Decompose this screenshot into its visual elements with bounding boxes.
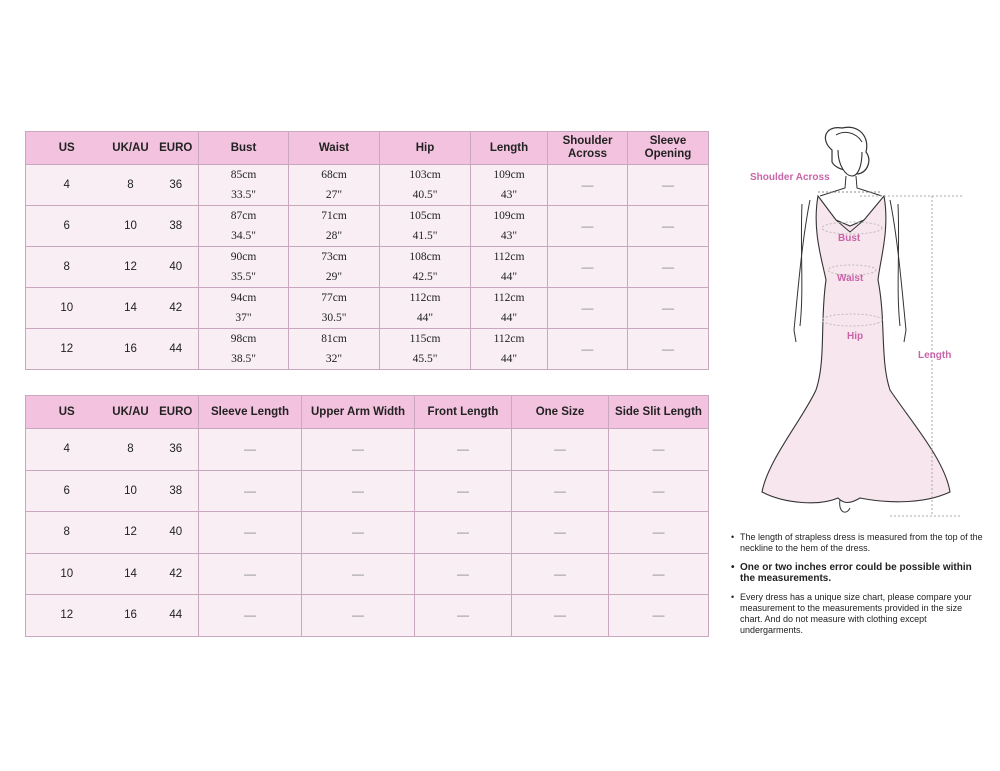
cell-front-length: —	[415, 429, 512, 471]
table-header-row	[26, 396, 709, 429]
cell-length	[471, 206, 548, 247]
cell-sleeve-opening: —	[628, 247, 709, 288]
cell-waist	[289, 247, 380, 288]
table-row	[26, 329, 709, 370]
col-header-us: US	[26, 132, 108, 165]
hip-cm: 103cm	[409, 169, 441, 181]
cell-shoulder-across: —	[548, 165, 628, 206]
label-length: Length	[918, 350, 952, 361]
cell-bust	[199, 247, 289, 288]
table-row	[26, 512, 709, 554]
note-unique-chart: • Every dress has a unique size chart, please compare your measurement to the measurements provided in the size chart. And do not measure with clothing except undergarments.	[740, 592, 985, 636]
hip-inch: 40.5"	[412, 189, 438, 201]
label-hip: Hip	[847, 331, 864, 342]
col-header-ukau: UK/AU	[108, 396, 154, 429]
cell-euro: 42	[154, 553, 199, 595]
bust-inch: 38.5"	[231, 353, 256, 365]
length-inch: 44"	[500, 353, 518, 365]
cell-sleeve-length: —	[199, 470, 302, 512]
cell-ukau: 10	[108, 206, 154, 247]
cell-us: 10	[26, 553, 108, 595]
cell-side-slit-length: —	[609, 595, 709, 637]
cell-euro: 42	[154, 288, 199, 329]
cell-euro: 44	[154, 595, 199, 637]
cell-us: 12	[26, 595, 108, 637]
cell-shoulder-across: —	[548, 247, 628, 288]
table-row	[26, 470, 709, 512]
table-row	[26, 429, 709, 471]
cell-front-length: —	[415, 470, 512, 512]
cell-waist	[289, 206, 380, 247]
cell-one-size: —	[512, 470, 609, 512]
waist-inch: 28"	[325, 230, 343, 242]
col-header-one-size: One Size	[512, 396, 609, 429]
hip-cm: 115cm	[409, 333, 441, 345]
col-header-upper-arm-width: Upper Arm Width	[302, 396, 415, 429]
cell-hip	[380, 329, 471, 370]
table-row	[26, 206, 709, 247]
cell-hip	[380, 247, 471, 288]
table-row	[26, 288, 709, 329]
cell-sleeve-length: —	[199, 429, 302, 471]
cell-length	[471, 247, 548, 288]
cell-us: 8	[26, 247, 108, 288]
col-header-euro: EURO	[154, 132, 199, 165]
length-cm: 109cm	[493, 169, 525, 181]
cell-hip	[380, 206, 471, 247]
col-header-bust: Bust	[199, 132, 289, 165]
size-chart-table-secondary	[25, 395, 709, 637]
cell-length	[471, 165, 548, 206]
cell-ukau: 14	[108, 553, 154, 595]
bust-cm: 85cm	[230, 169, 257, 181]
bust-inch: 35.5"	[231, 271, 256, 283]
waist-cm: 71cm	[321, 210, 347, 222]
cell-upper-arm-width: —	[302, 553, 415, 595]
measurement-notes	[730, 532, 985, 644]
cell-side-slit-length: —	[609, 553, 709, 595]
length-inch: 43"	[500, 230, 518, 242]
cell-us: 6	[26, 206, 108, 247]
cell-euro: 36	[154, 165, 199, 206]
col-header-side-slit-length: Side Slit Length	[609, 396, 709, 429]
cell-sleeve-length: —	[199, 512, 302, 554]
cell-us: 10	[26, 288, 108, 329]
col-header-shoulder-across: Shoulder Across	[548, 132, 628, 165]
bust-cm: 90cm	[230, 251, 257, 263]
cell-upper-arm-width: —	[302, 470, 415, 512]
cell-shoulder-across: —	[548, 288, 628, 329]
bust-cm: 98cm	[230, 333, 257, 345]
cell-ukau: 16	[108, 595, 154, 637]
waist-cm: 77cm	[321, 292, 347, 304]
col-header-waist: Waist	[289, 132, 380, 165]
cell-upper-arm-width: —	[302, 595, 415, 637]
length-cm: 112cm	[493, 251, 525, 263]
cell-one-size: —	[512, 595, 609, 637]
cell-euro: 38	[154, 206, 199, 247]
cell-waist	[289, 288, 380, 329]
cell-sleeve-opening: —	[628, 206, 709, 247]
cell-euro: 36	[154, 429, 199, 471]
length-inch: 43"	[500, 189, 518, 201]
hip-cm: 112cm	[409, 292, 441, 304]
cell-sleeve-length: —	[199, 553, 302, 595]
length-cm: 112cm	[493, 292, 525, 304]
cell-side-slit-length: —	[609, 470, 709, 512]
col-header-us: US	[26, 396, 108, 429]
bust-inch: 34.5"	[231, 230, 256, 242]
waist-inch: 29"	[325, 271, 343, 283]
cell-ukau: 12	[108, 512, 154, 554]
label-bust: Bust	[838, 233, 861, 244]
cell-ukau: 8	[108, 165, 154, 206]
cell-us: 4	[26, 429, 108, 471]
cell-one-size: —	[512, 512, 609, 554]
cell-length	[471, 329, 548, 370]
cell-side-slit-length: —	[609, 429, 709, 471]
cell-us: 12	[26, 329, 108, 370]
cell-euro: 38	[154, 470, 199, 512]
note-error-margin: • One or two inches error could be possible within the measurements.	[740, 562, 985, 584]
table-row	[26, 595, 709, 637]
bust-cm: 87cm	[230, 210, 257, 222]
size-chart-table-main	[25, 131, 709, 370]
waist-cm: 81cm	[321, 333, 347, 345]
cell-euro: 40	[154, 512, 199, 554]
cell-side-slit-length: —	[609, 512, 709, 554]
cell-sleeve-length: —	[199, 595, 302, 637]
bust-inch: 33.5"	[231, 189, 256, 201]
hip-cm: 108cm	[409, 251, 441, 263]
cell-bust	[199, 329, 289, 370]
waist-inch: 30.5"	[321, 312, 347, 324]
cell-front-length: —	[415, 512, 512, 554]
cell-bust	[199, 206, 289, 247]
col-header-sleeve-length: Sleeve Length	[199, 396, 302, 429]
hip-inch: 44"	[416, 312, 434, 324]
bust-inch: 37"	[235, 312, 252, 324]
cell-waist	[289, 329, 380, 370]
length-cm: 109cm	[493, 210, 525, 222]
length-inch: 44"	[500, 271, 518, 283]
cell-upper-arm-width: —	[302, 512, 415, 554]
cell-waist	[289, 165, 380, 206]
label-shoulder-across: Shoulder Across	[750, 172, 830, 183]
waist-inch: 27"	[325, 189, 343, 201]
cell-ukau: 12	[108, 247, 154, 288]
waist-cm: 68cm	[321, 169, 347, 181]
hip-cm: 105cm	[409, 210, 441, 222]
cell-length	[471, 288, 548, 329]
cell-hip	[380, 288, 471, 329]
cell-ukau: 14	[108, 288, 154, 329]
cell-one-size: —	[512, 429, 609, 471]
hip-inch: 41.5"	[412, 230, 438, 242]
cell-bust	[199, 165, 289, 206]
cell-shoulder-across: —	[548, 329, 628, 370]
table-row	[26, 247, 709, 288]
cell-us: 6	[26, 470, 108, 512]
note-strapless-length: • The length of strapless dress is measured from the top of the neckline to the hem of the dress.	[740, 532, 985, 554]
col-header-euro: EURO	[154, 396, 199, 429]
cell-upper-arm-width: —	[302, 429, 415, 471]
dress-measurement-figure	[740, 120, 990, 520]
cell-ukau: 16	[108, 329, 154, 370]
col-header-length: Length	[471, 132, 548, 165]
table-header-row	[26, 132, 709, 165]
cell-sleeve-opening: —	[628, 288, 709, 329]
cell-front-length: —	[415, 553, 512, 595]
length-cm: 112cm	[493, 333, 525, 345]
cell-us: 4	[26, 165, 108, 206]
bust-cm: 94cm	[230, 292, 257, 304]
cell-front-length: —	[415, 595, 512, 637]
cell-us: 8	[26, 512, 108, 554]
table-row	[26, 553, 709, 595]
length-inch: 44"	[500, 312, 518, 324]
cell-hip	[380, 165, 471, 206]
cell-ukau: 8	[108, 429, 154, 471]
cell-euro: 40	[154, 247, 199, 288]
hip-inch: 45.5"	[412, 353, 438, 365]
cell-bust	[199, 288, 289, 329]
label-waist: Waist	[837, 273, 864, 284]
col-header-front-length: Front Length	[415, 396, 512, 429]
cell-sleeve-opening: —	[628, 329, 709, 370]
col-header-hip: Hip	[380, 132, 471, 165]
cell-euro: 44	[154, 329, 199, 370]
cell-shoulder-across: —	[548, 206, 628, 247]
waist-inch: 32"	[325, 353, 343, 365]
cell-sleeve-opening: —	[628, 165, 709, 206]
col-header-sleeve-opening: Sleeve Opening	[628, 132, 709, 165]
cell-ukau: 10	[108, 470, 154, 512]
table-row	[26, 165, 709, 206]
hip-inch: 42.5"	[412, 271, 438, 283]
cell-one-size: —	[512, 553, 609, 595]
waist-cm: 73cm	[321, 251, 347, 263]
col-header-ukau: UK/AU	[108, 132, 154, 165]
